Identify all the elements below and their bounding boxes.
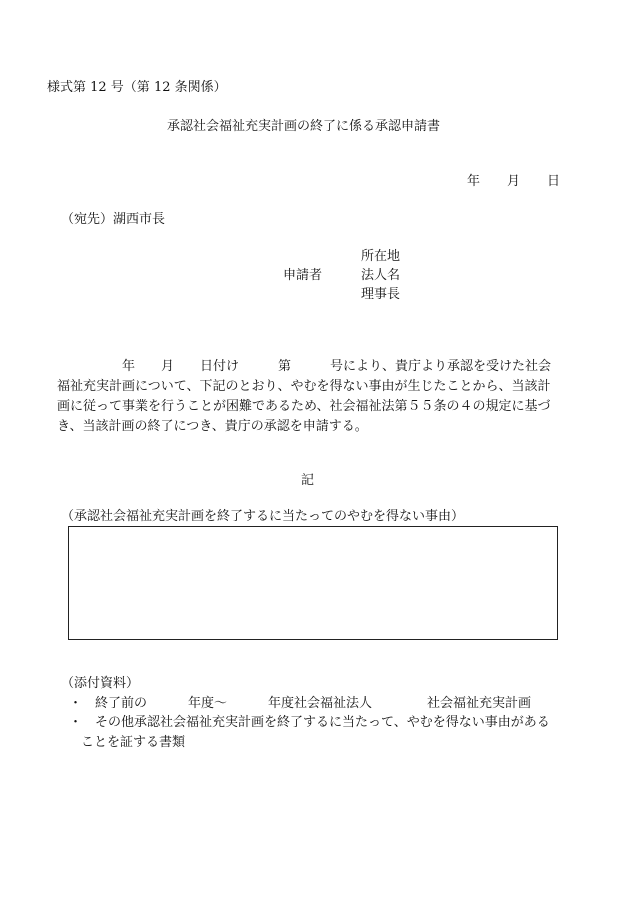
addressee: （宛先）湖西市長 [61, 212, 166, 227]
form-number: 様式第 12 号（第 12 条関係） [47, 80, 227, 95]
body-line: 年 月 日付け 第 号により、貴庁より承認を受けた社会 [122, 359, 552, 374]
reason-heading: （承認社会福祉充実計画を終了するに当たってのやむを得ない事由） [61, 509, 465, 524]
date-month-label: 月 [507, 174, 521, 189]
applicant-chairman-label: 理事長 [361, 287, 401, 302]
document-title: 承認社会福祉充実計画の終了に係る承認申請書 [167, 119, 441, 134]
attachment-bullet: ・ [69, 696, 83, 711]
applicant-label: 申請者 [283, 268, 323, 283]
attachment-item2-line1: その他承認社会福祉充実計画を終了するに当たって、やむを得ない事由がある [95, 715, 550, 730]
date-year-label: 年 [467, 174, 481, 189]
ki-label: 記 [301, 473, 315, 488]
applicant-address-label: 所在地 [361, 249, 401, 264]
body-line: 画に従って事業を行うことが困難であるため、社会福祉法第５５条の４の規定に基づ [57, 399, 551, 414]
reason-box [68, 526, 558, 640]
date-day-label: 日 [547, 174, 561, 189]
attachment-item2-line2: ことを証する書類 [81, 735, 186, 750]
body-line: き、当該計画の終了につき、貴庁の承認を申請する。 [57, 419, 368, 434]
body-line: 福祉充実計画について、下記のとおり、やむを得ない事由が生じたことから、当該計 [57, 379, 551, 394]
attachment-item1-part1: 終了前の [95, 696, 148, 711]
attachment-bullet: ・ [69, 715, 83, 730]
attachment-item1-part2: 年度～ [188, 696, 228, 711]
attachment-item1-part4: 社会福祉充実計画 [427, 696, 532, 711]
applicant-corporation-label: 法人名 [361, 268, 401, 283]
attachments-heading: （添付資料） [61, 676, 140, 691]
attachment-item1-part3: 年度社会福祉法人 [268, 696, 373, 711]
